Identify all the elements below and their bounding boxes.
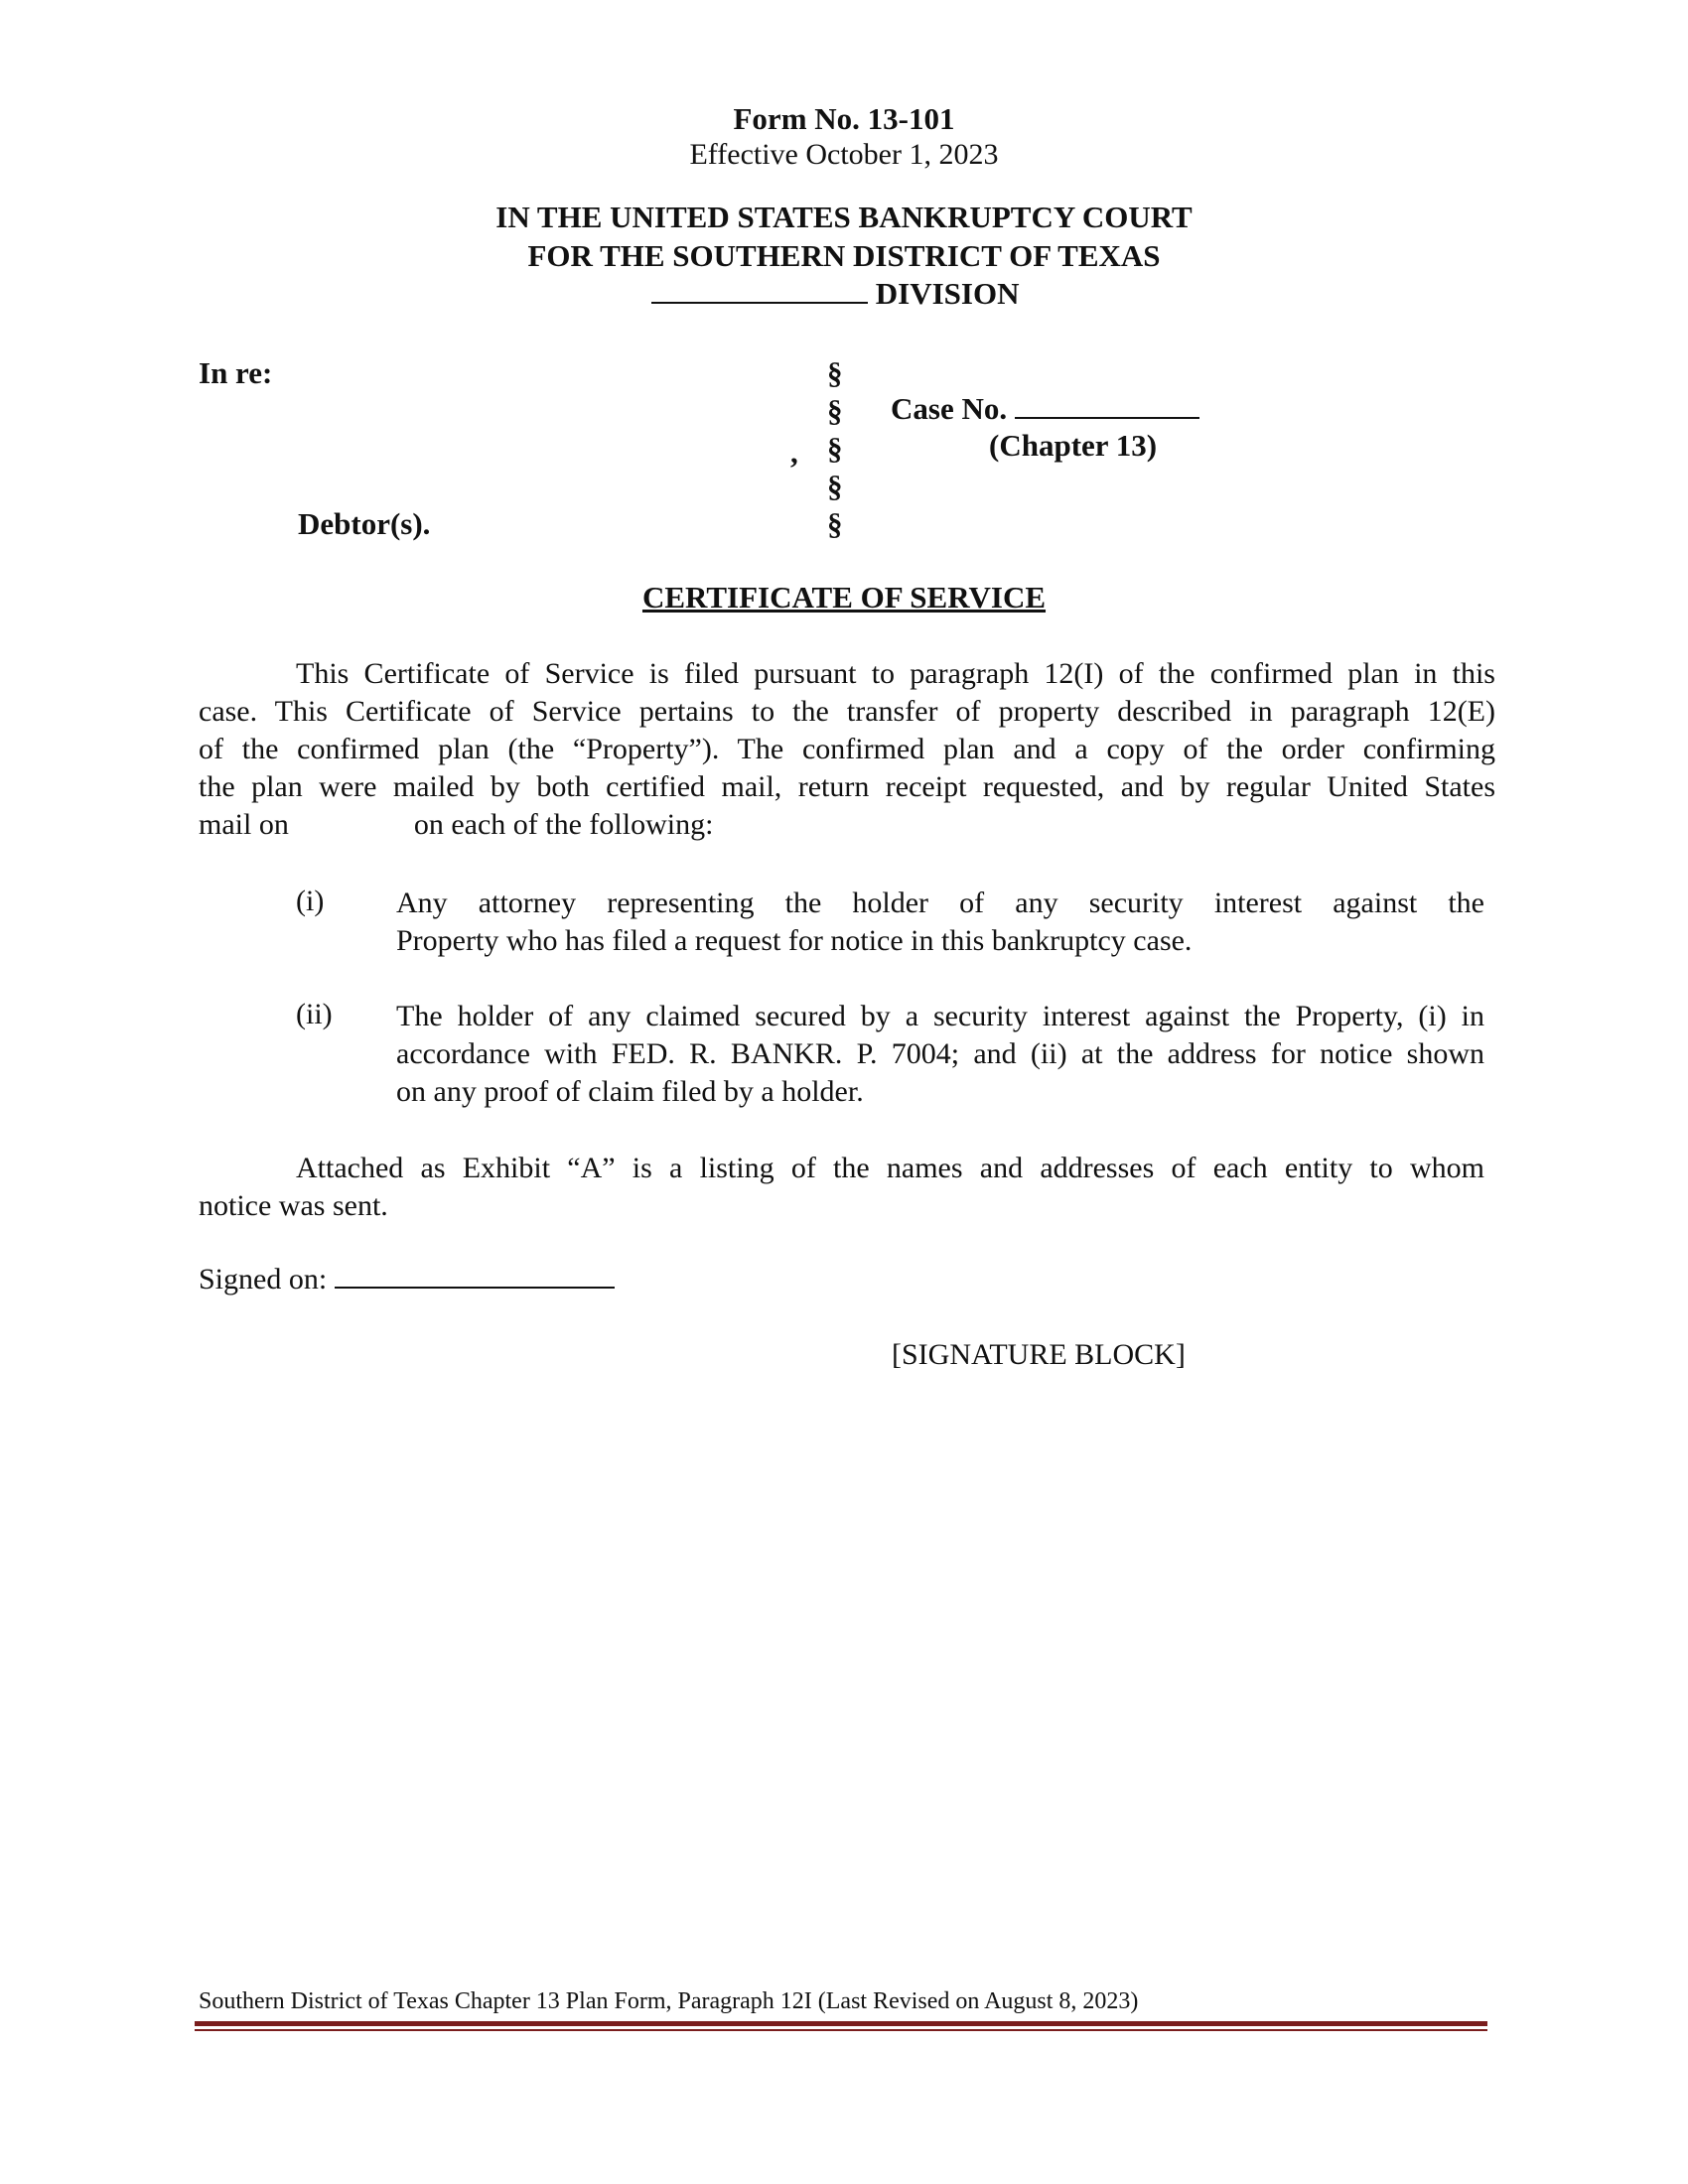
mail-on-label: mail on (199, 808, 289, 841)
list-item (396, 885, 1484, 960)
list-item-line: Property who has filed a request for notice in this bankruptcy case. (396, 924, 1193, 957)
intro-line (199, 806, 1495, 844)
case-number-line (891, 391, 1199, 427)
section-symbol: § (827, 431, 843, 466)
attached-line: notice was sent. (199, 1189, 388, 1222)
footer-rule (195, 2029, 1487, 2031)
court-name-line2: FOR THE SOUTHERN DISTRICT OF TEXAS (527, 238, 1161, 273)
intro-paragraph (199, 655, 1495, 844)
division-blank[interactable] (651, 301, 868, 304)
item-number: (i) (296, 885, 325, 917)
signed-on-blank[interactable] (335, 1286, 615, 1289)
document-title: CERTIFICATE OF SERVICE (641, 580, 1047, 614)
division-line (651, 276, 1019, 312)
effective-date: Effective October 1, 2023 (689, 138, 999, 171)
case-no-label: Case No. (891, 391, 1008, 426)
signature-block: [SIGNATURE BLOCK] (892, 1338, 1186, 1371)
debtors-label: Debtor(s). (298, 506, 431, 541)
section-symbol: § (827, 393, 843, 428)
list-item-line: accordance with FED. R. BANKR. P. 7004; and (ii) at the address for notice shown (396, 1037, 1484, 1070)
attached-line: Attached as Exhibit “A” is a listing of the names and addresses of each entity to whom (296, 1152, 1484, 1184)
signed-on-line (199, 1263, 615, 1297)
chapter-label: (Chapter 13) (989, 428, 1158, 463)
intro-line: This Certificate of Service is filed pursuant to paragraph 12(I) of the confirmed plan in this (296, 657, 1495, 690)
item-number: (ii) (296, 998, 333, 1030)
intro-line: of the confirmed plan (the “Property”). The confirmed plan and a copy of the order confirming (199, 733, 1495, 765)
court-name-line1: IN THE UNITED STATES BANKRUPTCY COURT (495, 200, 1193, 234)
form-number: Form No. 13-101 (733, 101, 955, 136)
case-number-blank[interactable] (1015, 416, 1199, 419)
in-re-label: In re: (199, 355, 273, 390)
footer-rule (195, 2021, 1487, 2026)
division-label: DIVISION (875, 276, 1020, 311)
signed-on-label: Signed on: (199, 1263, 328, 1296)
list-item-line: Any attorney representing the holder of any security interest against the (396, 887, 1484, 919)
section-symbol: § (827, 355, 843, 390)
list-item (396, 998, 1484, 1111)
list-item-line: on any proof of claim filed by a holder. (396, 1075, 864, 1108)
section-symbol: § (827, 469, 843, 503)
attached-paragraph (199, 1150, 1484, 1225)
caption-comma: , (790, 435, 798, 470)
list-item-line: The holder of any claimed secured by a security interest against the Property, (i) in (396, 1000, 1484, 1032)
intro-line: the plan were mailed by both certified mail, return receipt requested, and by regular United States (199, 770, 1495, 803)
intro-line: case. This Certificate of Service pertains to the transfer of property described in paragraph 12(E) (199, 695, 1495, 728)
footer-text: Southern District of Texas Chapter 13 Plan Form, Paragraph 12I (Last Revised on August 8, 2023) (199, 1988, 1139, 2014)
each-following-label: on each of the following: (413, 808, 714, 841)
section-symbol: § (827, 506, 843, 541)
